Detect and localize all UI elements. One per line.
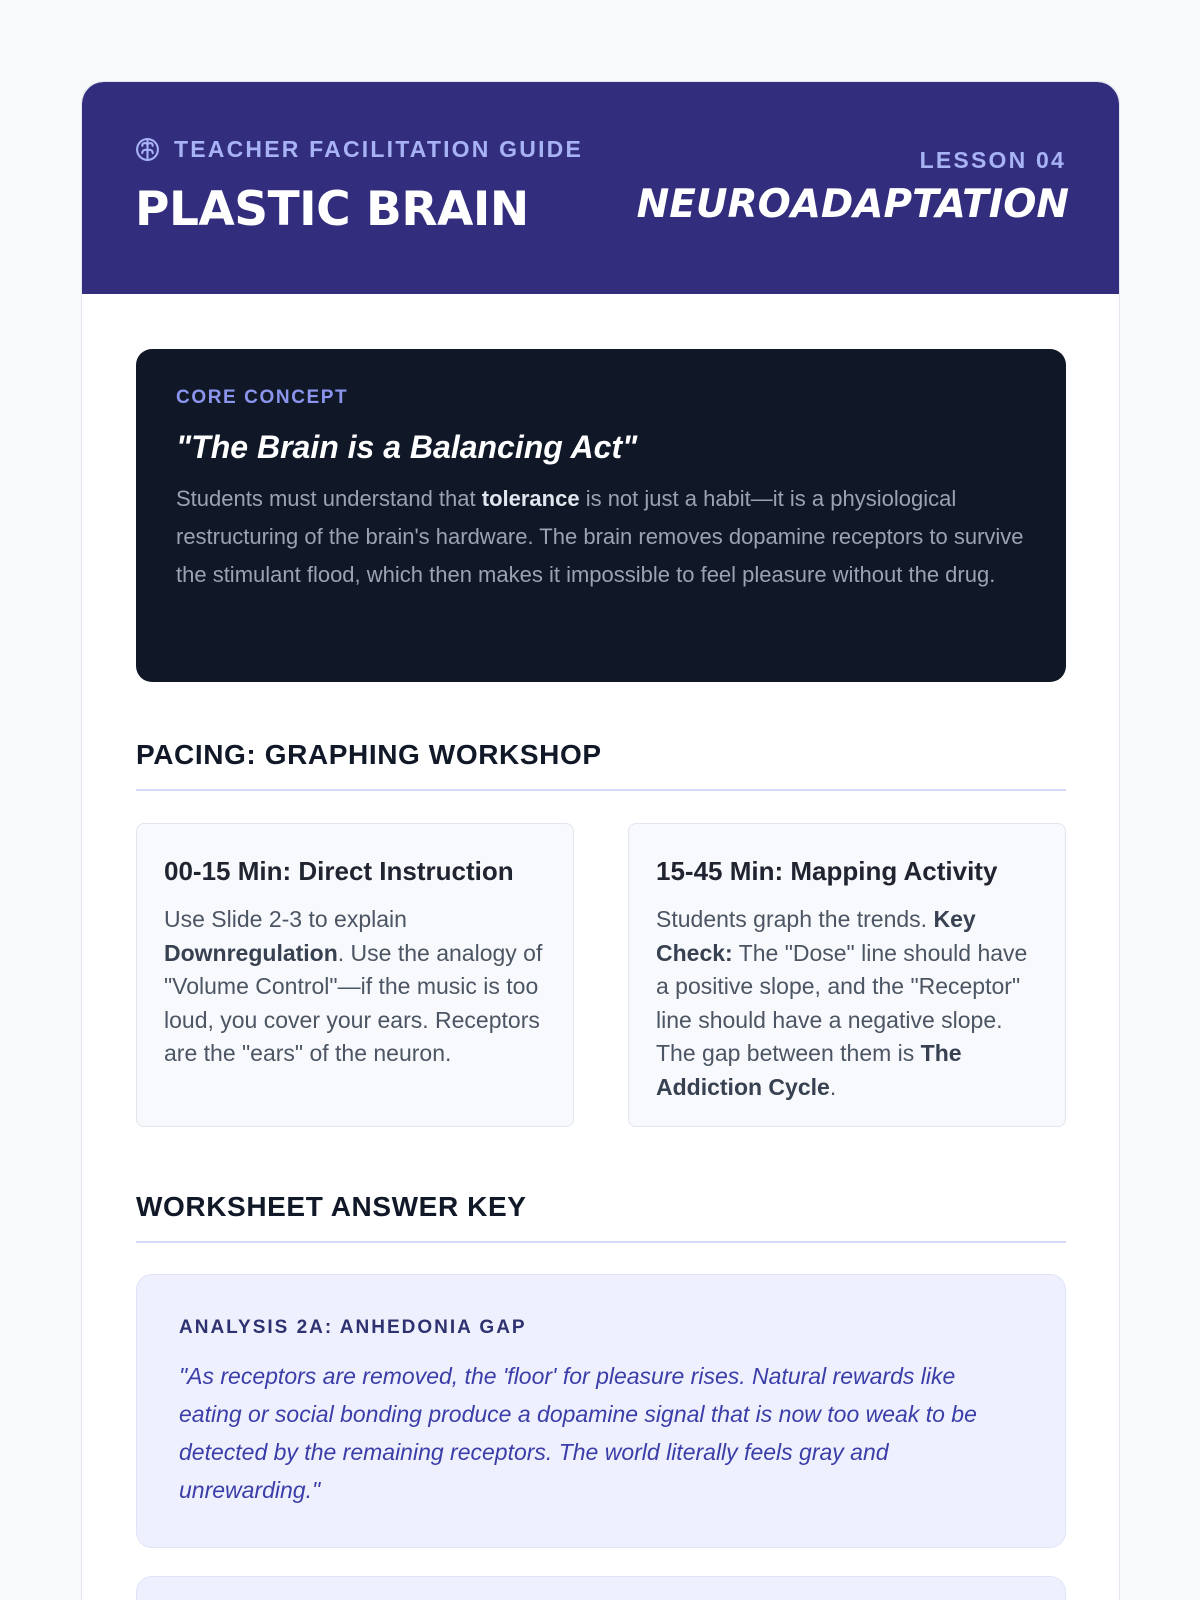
brain-icon [135, 137, 160, 162]
core-concept-text: Students must understand that tolerance is not just a habit—it is a physiological restructuring of the brain's hardware. The brain removes dopamine receptors to survive the stimulant flood, which then makes it impossible to feel pleasure without the drug. [176, 486, 1024, 587]
core-concept-quote: "The Brain is a Balancing Act" [176, 429, 638, 465]
guide-page [81, 81, 1120, 1600]
card-body: Students graph the trends. Key Check: The "Dose" line should have a positive slope, and the "Receptor" line should have a negative slope. The gap between them is The Addiction Cycle. [656, 906, 1028, 1100]
lesson-name: NEUROADAPTATION [636, 182, 1069, 227]
answer-box-anhedonia-gap [136, 1274, 1066, 1548]
pacing-card-direct-instruction [136, 823, 574, 1127]
tolerance-term: tolerance [481, 486, 580, 511]
card-title: 00-15 Min: Direct Instruction [164, 856, 514, 886]
pacing-card-mapping-activity [628, 823, 1066, 1127]
page-title: PLASTIC BRAIN [135, 182, 529, 237]
answer-label: ANALYSIS 2A: ANHEDONIA GAP [179, 1317, 527, 1338]
card-title: 15-45 Min: Mapping Activity [656, 856, 998, 886]
core-concept-label: CORE CONCEPT [176, 387, 349, 408]
answer-box-next [136, 1576, 1066, 1600]
answer-key-heading: WORKSHEET ANSWER KEY [136, 1191, 1066, 1243]
eyebrow-text: TEACHER FACILITATION GUIDE [174, 136, 584, 162]
pacing-heading: PACING: GRAPHING WORKSHOP [136, 739, 1066, 791]
card-body: Use Slide 2-3 to explain Downregulation. Use the analogy of "Volume Control"—if the music is too loud, you cover your ears. Receptors are the "ears" of the neuron. [164, 906, 543, 1066]
eyebrow [135, 136, 583, 163]
header-banner [82, 82, 1119, 294]
lesson-number: LESSON 04 [919, 147, 1066, 173]
answer-text: "As receptors are removed, the 'floor' for pleasure rises. Natural rewards like eating or social bonding produce a dopamine signal that is now too weak to be detected by the remaining receptors. The world literally feels gray and unrewarding." [179, 1363, 977, 1503]
core-concept-box [136, 349, 1066, 682]
